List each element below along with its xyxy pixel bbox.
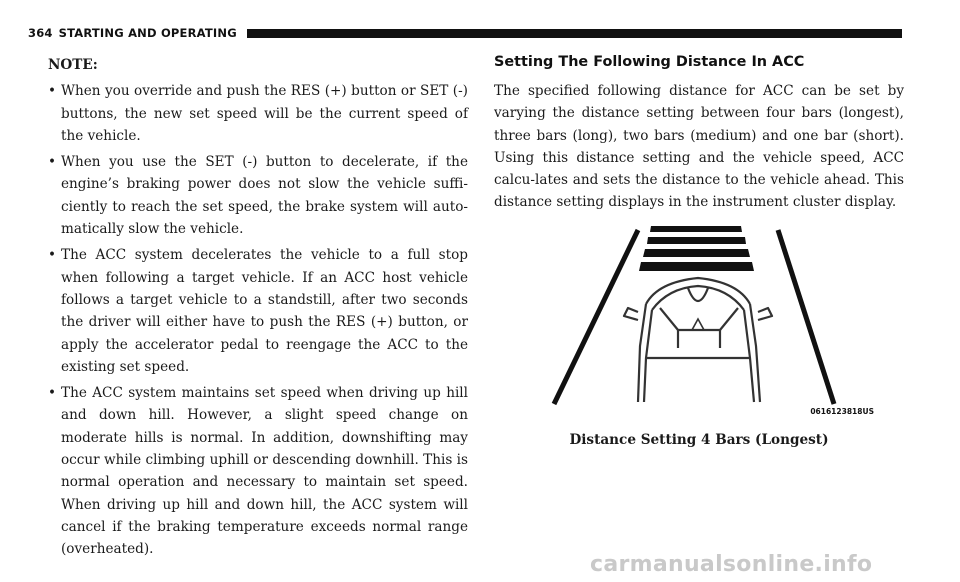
warning-triangle-icon [692, 319, 704, 330]
note-bullet-list [48, 80, 468, 560]
figure-id: 0616123818US [810, 407, 874, 416]
distance-bar-2 [647, 237, 746, 244]
note-bullet-1: • When you override and push the RES (+) button or SET (-) buttons, the new set speed will be the current speed of the vehicle. [48, 80, 468, 147]
vehicle-outline [624, 278, 772, 402]
distance-paragraph: The specified following distance for ACC can be set by varying the distance setting between four bars (longest), three bars (long), two bars (medium) and one bar (short). Using this distance setting and the vehicle speed, ACC calcu-lates and sets the distance to the vehicle ahead. This distance setting displays in the instrument cluster display. [494, 83, 904, 211]
note-bullet-3: • The ACC system decelerates the vehicle to a full stop when following a target vehicle. If an ACC host vehicle follows a target vehicle to a standstill, after two seconds the driver will either have to push the RES (+) button, or apply the accelerator pedal to reengage the ACC to the existing set speed. [48, 244, 468, 378]
right-lane-line [778, 230, 834, 404]
note-label: NOTE: [48, 57, 98, 73]
note-bullet-2: • When you use the SET (-) button to decelerate, if the engine’s braking power does not slow the vehicle suffi-ciently to reach the set speed, the brake system will auto-matically slow the vehicle. [48, 151, 468, 240]
section-title: STARTING AND OPERATING [58, 26, 237, 40]
distance-setting-figure [548, 218, 882, 418]
page-number: 364 [28, 26, 53, 40]
header-rule [247, 29, 902, 38]
distance-bar-1 [650, 226, 742, 232]
section-heading: Setting The Following Distance In ACC [494, 54, 805, 70]
page-header [28, 24, 902, 42]
distance-bar-4 [639, 262, 754, 271]
watermark: carmanualsonline.info [590, 552, 873, 577]
cluster-illustration [548, 218, 882, 418]
left-column [48, 54, 468, 565]
note-bullet-4: • The ACC system maintains set speed when driving up hill and down hill. However, a slight speed change on moderate hills is normal. In addition, downshifting may occur while climbing uphill or descending downhill. This is normal operation and necessary to maintain set speed. When driving up hill and down hill, the ACC system will cancel if the braking temperature exceeds normal range (overheated). [48, 382, 468, 560]
figure-caption: Distance Setting 4 Bars (Longest) [569, 432, 829, 448]
right-column [494, 54, 904, 214]
distance-bar-3 [643, 249, 750, 257]
